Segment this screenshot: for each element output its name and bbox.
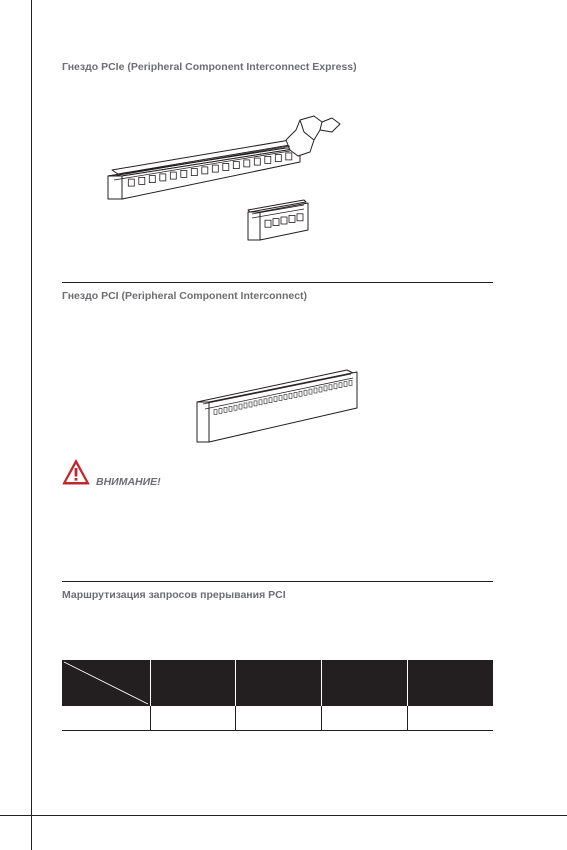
pci-slot-heading: Гнездо PCI (Peripheral Component Interconnect) [62,290,308,302]
slot-pin-opening [202,167,208,174]
slot-pin-opening [349,381,352,386]
slot-pin-opening [269,398,272,403]
table-cell [236,706,322,731]
slot-pin-opening [309,389,312,394]
warning-label: ВНИМАНИЕ! [96,476,161,488]
slot-pin-opening [299,391,302,396]
slot-pin-opening [244,160,250,167]
slot-pin-opening [219,408,222,413]
slot-pin-opening [289,215,295,222]
slot-pin-opening [289,393,292,398]
table-cell [150,706,236,731]
table-header-cell [236,660,322,706]
slot-pin-opening [214,410,217,415]
slot-pin-opening [279,396,282,401]
slot-pin-opening [314,388,317,393]
slot-pin-opening [249,402,252,407]
left-margin-line [31,0,32,850]
slot-pin-opening [294,392,297,397]
slot-pin-opening [304,390,307,395]
section-divider-2 [62,581,493,582]
irq-routing-heading: Маршрутизация запросов прерывания PCI [62,589,286,601]
table-header-cell [407,660,493,706]
slot-pin-opening [297,214,303,221]
slot-pin-opening [224,407,227,412]
table-corner-cell [62,660,150,706]
section-divider-1 [62,282,493,283]
slot-pin-opening [223,163,229,170]
table-cell [322,706,408,731]
footer-rule [0,815,567,816]
slot-pin-opening [339,383,342,388]
pci-slot-illustration [195,368,365,446]
slot-pin-opening [284,395,287,400]
slot-pin-opening [212,165,218,172]
slot-pin-opening [254,401,257,406]
warning-triangle-icon [62,459,90,485]
slot-pin-opening [324,386,327,391]
slot-pin-opening [265,220,271,227]
slot-pin-opening [281,217,287,224]
slot-pin-opening [265,156,271,163]
slot-pin-opening [139,177,145,184]
slot-pin-opening [239,404,242,409]
slot-pin-opening [244,403,247,408]
slot-pin-opening [286,153,292,160]
corner-diagonal [62,660,150,706]
slot-pin-opening [191,169,197,176]
slot-pin-opening [234,405,237,410]
slot-pin-opening [233,162,239,169]
slot-pin-opening [259,400,262,405]
slot-pin-opening [264,399,267,404]
table-row [62,706,493,731]
irq-routing-table [62,660,493,731]
slot-pin-opening [329,385,332,390]
slot-pin-opening [181,170,187,177]
slot-pin-opening [275,155,281,162]
pcie-x1-slot-illustration [244,196,314,244]
slot-pin-opening [229,406,232,411]
slot-pin-opening [319,387,322,392]
slot-pin-opening [160,174,166,181]
slot-pin-opening [274,397,277,402]
slot-pin-opening [149,176,155,183]
table-cell [62,706,150,731]
slot-pin-opening [254,158,260,165]
table-header-cell [322,660,408,706]
table-cell [407,706,493,731]
slot-pin-opening [273,219,279,226]
table-header-cell [150,660,236,706]
slot-pin-opening [344,382,347,387]
pcie-x16-slot-illustration [100,110,350,206]
pcie-slot-heading: Гнездо PCIe (Peripheral Component Interconnect Express) [62,61,357,73]
slot-pin-opening [128,179,134,186]
slot-pin-opening [334,384,337,389]
slot-pin-opening [170,172,176,179]
table-header-row [62,660,493,706]
